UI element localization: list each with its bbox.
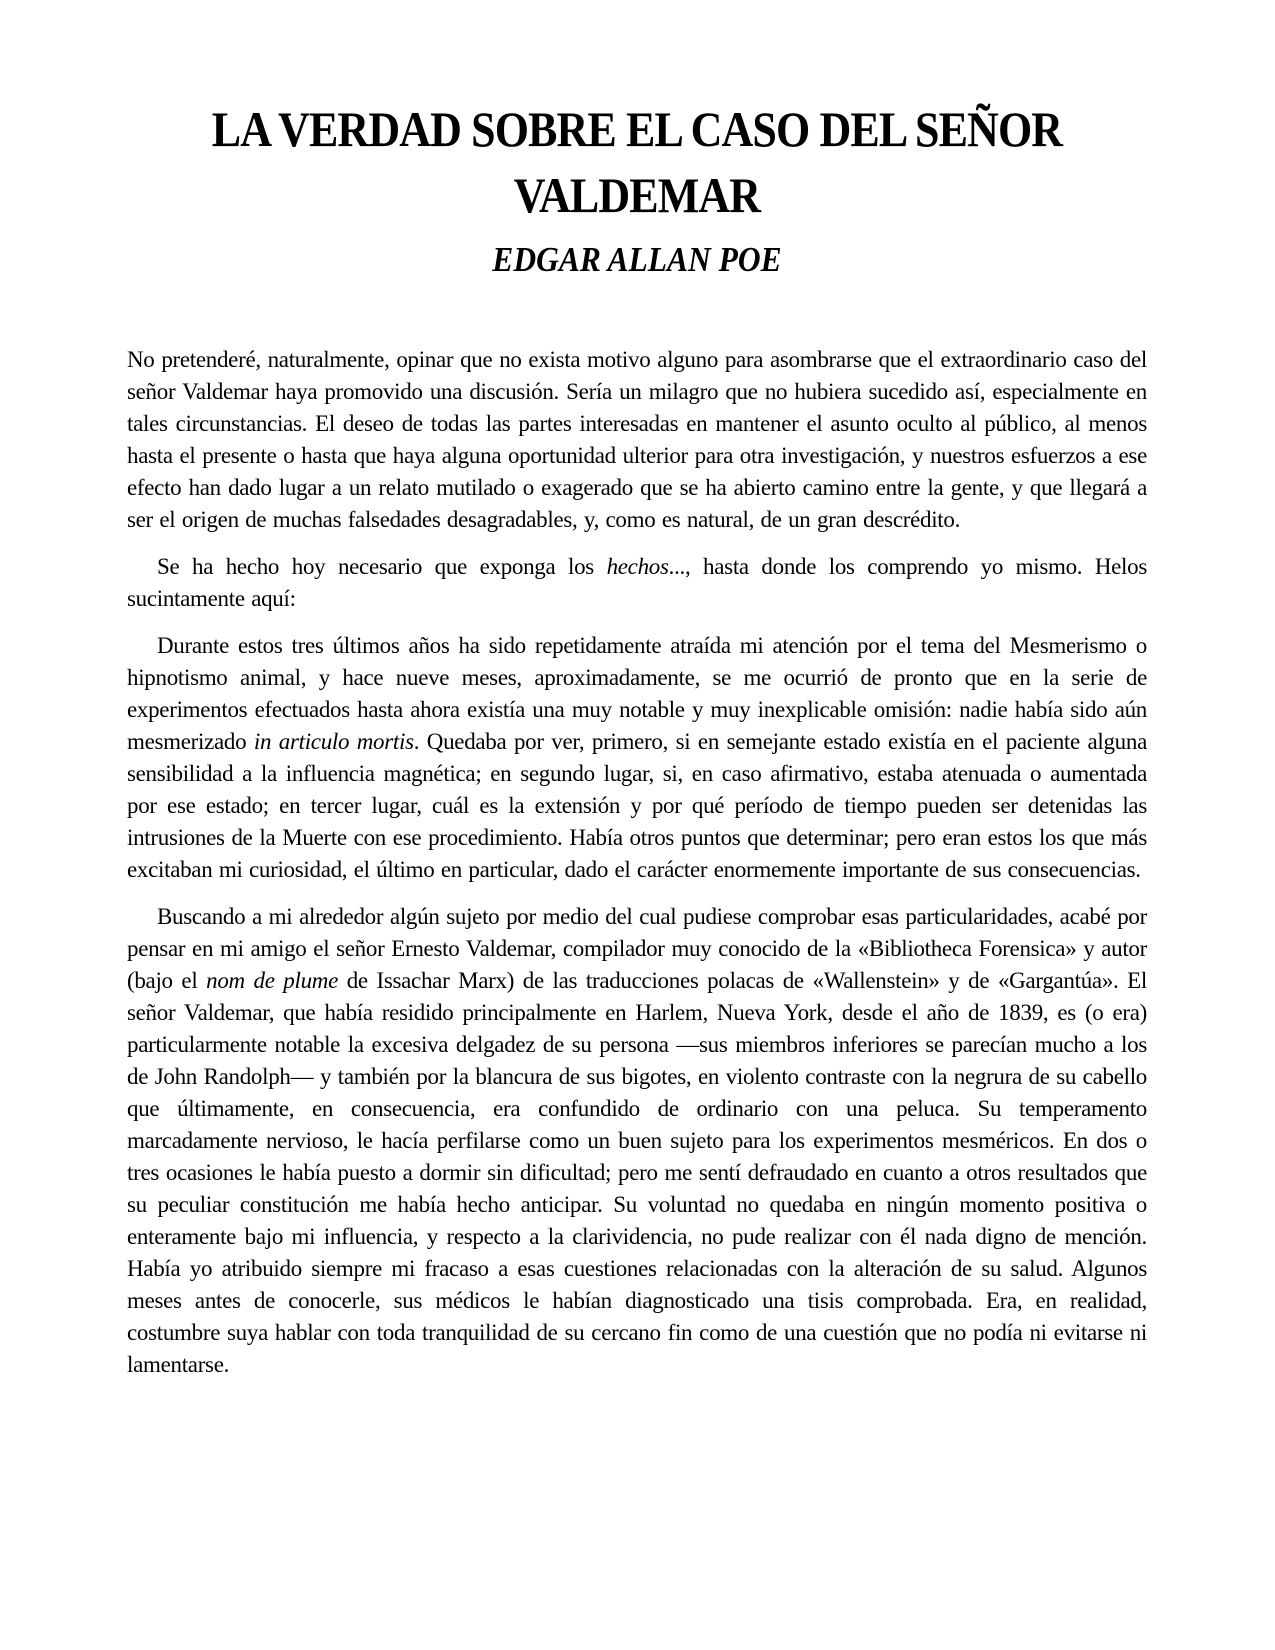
text-run: ..., hasta donde los comprendo yo mismo. Helos sucintamente aquí: bbox=[127, 554, 1147, 611]
paragraph bbox=[127, 901, 1147, 1381]
italic-text: nom de plume bbox=[206, 968, 339, 993]
text-run: Se ha hecho hoy necesario que exponga los bbox=[157, 554, 607, 579]
text-run: Buscando a mi alrededor algún sujeto por medio del cual pudiese comprobar esas particularidades, acabé por pensar en mi amigo el señor Ernesto Valdemar, compilador muy conocido de la «Bibliotheca Forensica» y autor (bajo el bbox=[127, 904, 1147, 993]
document-title bbox=[127, 96, 1147, 228]
text-run: No pretenderé, naturalmente, opinar que no exista motivo alguno para asombrarse que el extraordinario caso del señor Valdemar haya promovido una discusión. Sería un milagro que no hubiera sucedido así, especialmente en tales circunstancias. El deseo de todas las partes interesadas en mantener el asunto oculto al público, al menos hasta el presente o hasta que haya alguna oportunidad ulterior para otra investigación, y nuestros esfuerzos a ese efecto han dado lugar a un relato mutilado o exagerado que se ha abierto camino entre la gente, y que llegará a ser el origen de muchas falsedades desagradables, y, como es natural, de un gran descrédito. bbox=[127, 347, 1147, 532]
text-run: de Issachar Marx) de las traducciones polacas de «Wallenstein» y de «Gargantúa». El señor Valdemar, que había residido principalmente en Harlem, Nueva York, desde el año de 1839, es (o era) particularmente notable la excesiva delgadez de su persona —sus miembros inferiores se parecían mucho a los de John Randolph— y también por la blancura de sus bigotes, en violento contraste con la negrura de su cabello que últimamente, en consecuencia, era confundido de ordinario con una peluca. Su temperamento marcadamente nervioso, le hacía perfilarse como un buen sujeto para los experimentos mesméricos. En dos o tres ocasiones le había puesto a dormir sin dificultad; pero me sentí defraudado en cuanto a otros resultados que su peculiar constitución me había hecho anticipar. Su voluntad no quedaba en ningún momento positiva o enteramente bajo mi influencia, y respecto a la clarividencia, no pude realizar con él nada digno de mención. Había yo atribuido siempre mi fracaso a esas cuestiones relacionadas con la alteración de su salud. Algunos meses antes de conocerle, sus médicos le habían diagnosticado una tisis comprobada. Era, en realidad, costumbre suya hablar con toda tranquilidad de su cercano fin como de una cuestión que no podía ni evitarse ni lamentarse. bbox=[127, 968, 1147, 1377]
paragraph bbox=[127, 630, 1147, 886]
title-line-1: LA VERDAD SOBRE EL CASO DEL SEÑOR bbox=[211, 101, 1063, 157]
italic-text: hechos bbox=[606, 554, 669, 579]
text-run: . Quedaba por ver, primero, si en semejante estado existía en el paciente alguna sensibilidad a la influencia magnética; en segundo lugar, si, en caso afirmativo, estaba atenuada o aumentada por ese estado; en tercer lugar, cuál es la extensión y por qué período de tiempo pueden ser detenidas las intrusiones de la Muerte con ese procedimiento. Había otros puntos que determinar; pero eran estos los que más excitaban mi curiosidad, el último en particular, dado el carácter enormemente importante de sus consecuencias. bbox=[127, 729, 1147, 882]
paragraph bbox=[127, 344, 1147, 536]
author-byline: EDGAR ALLAN POE bbox=[492, 240, 782, 279]
italic-text: in articulo mortis bbox=[253, 729, 414, 754]
text-run: Durante estos tres últimos años ha sido repetidamente atraída mi atención por el tema del Mesmerismo o hipnotismo animal, y hace nueve meses, aproximadamente, se me ocurrió de pronto que en la serie de experimentos efectuados hasta ahora existía una muy notable y muy inexplicable omisión: nadie había sido aún mesmerizado bbox=[127, 633, 1147, 754]
paragraph bbox=[127, 551, 1147, 615]
document-body bbox=[127, 344, 1147, 1381]
title-line-2: VALDEMAR bbox=[513, 167, 761, 223]
